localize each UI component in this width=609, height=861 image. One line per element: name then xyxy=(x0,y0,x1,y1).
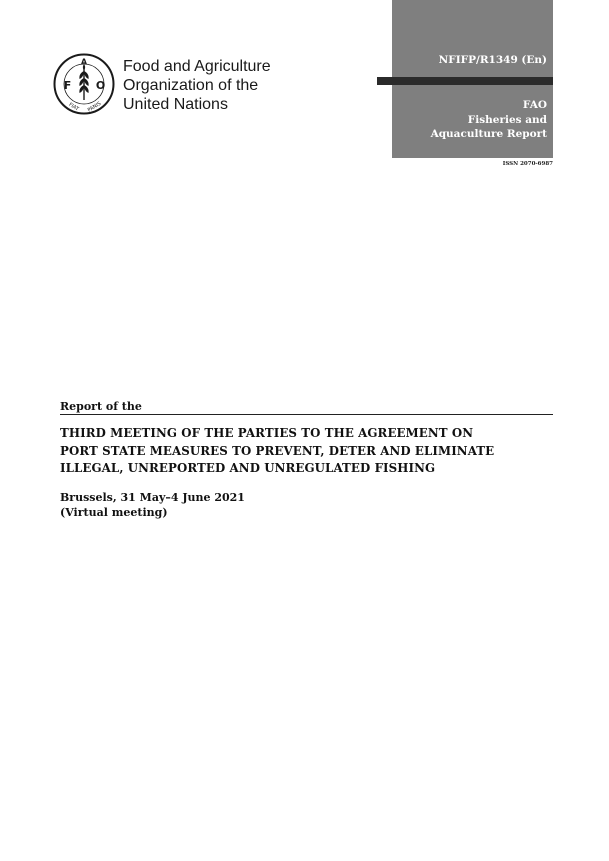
banner-divider-bar xyxy=(377,77,553,85)
meeting-place-date: Brussels, 31 May–4 June 2021 xyxy=(60,491,245,504)
logo-motto-panis: PANIS xyxy=(86,100,103,114)
logo-letter-o: O xyxy=(95,79,106,92)
report-of-label: Report of the xyxy=(60,400,142,413)
issn-number: ISSN 2070-6987 xyxy=(502,161,553,167)
series-code: NFIFP/R1349 (En) xyxy=(438,54,547,66)
logo-letter-f: F xyxy=(63,79,72,92)
meeting-format: (Virtual meeting) xyxy=(60,506,168,519)
logo-motto-fiat: FIAT xyxy=(67,101,80,113)
report-title-line: THIRD MEETING OF THE PARTIES TO THE AGREEMENT ON xyxy=(60,426,474,440)
series-name xyxy=(431,98,547,142)
series-name-line: Fisheries and xyxy=(467,113,547,126)
fao-emblem-icon xyxy=(53,53,115,115)
logo-letter-a: A xyxy=(80,57,88,67)
organization-name-line: Organization of the xyxy=(123,77,259,94)
meeting-info xyxy=(60,490,245,520)
title-rule-divider xyxy=(60,414,553,415)
organization-name-line: Food and Agriculture xyxy=(123,58,271,75)
organization-name xyxy=(123,57,271,114)
report-title xyxy=(60,425,560,478)
series-name-line: FAO xyxy=(522,99,547,111)
series-name-line: Aquaculture Report xyxy=(430,128,547,140)
organization-name-line: United Nations xyxy=(123,96,228,113)
report-title-line: PORT STATE MEASURES TO PREVENT, DETER AND ELIMINATE xyxy=(60,443,495,458)
report-title-line: ILLEGAL, UNREPORTED AND UNREGULATED FISHING xyxy=(60,461,436,475)
